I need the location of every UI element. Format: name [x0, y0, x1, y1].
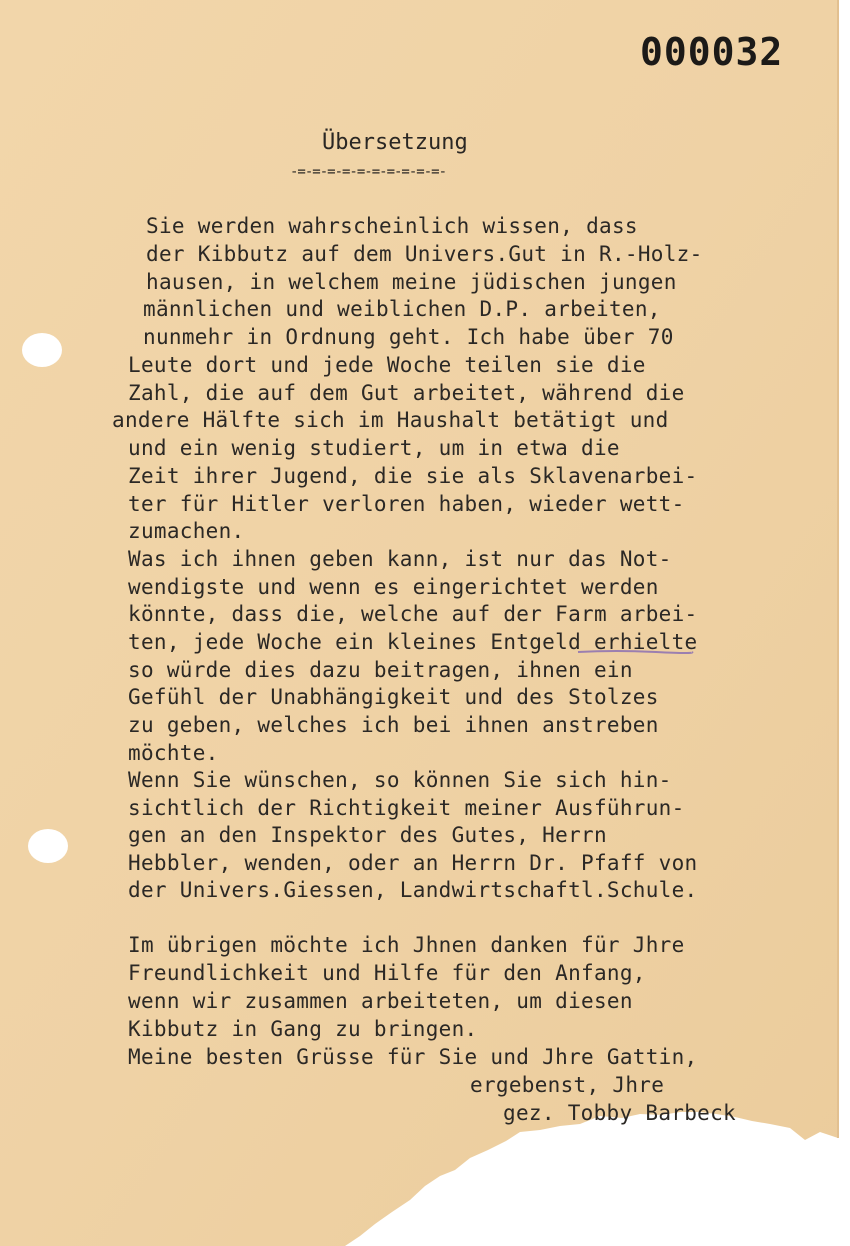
body-line: Kibbutz in Gang zu bringen.: [128, 1017, 478, 1041]
body-line: wendigste und wenn es eingerichtet werden: [128, 575, 659, 599]
body-line: ten, jede Woche ein kleines Entgeld erhielte: [128, 630, 698, 654]
punch-hole: [28, 829, 68, 863]
body-line: Sie werden wahrscheinlich wissen, dass: [146, 214, 638, 238]
signature-line: gez. Tobby Barbeck: [503, 1101, 736, 1125]
body-line: nunmehr in Ordnung geht. Ich habe über 70: [143, 325, 674, 349]
body-line: der Univers.Giessen, Landwirtschaftl.Schule.: [128, 878, 698, 902]
body-line: andere Hälfte sich im Haushalt betätigt und: [112, 408, 669, 432]
body-line: Zahl, die auf dem Gut arbeitet, während die: [128, 381, 685, 405]
body-line: Zeit ihrer Jugend, die sie als Sklavenarbei-: [128, 464, 698, 488]
body-line: Wenn Sie wünschen, so können Sie sich hin-: [128, 768, 672, 792]
body-line: Freundlichkeit und Hilfe für den Anfang,: [128, 961, 646, 985]
body-line: hausen, in welchem meine jüdischen jungen: [146, 270, 677, 294]
body-line: zu geben, welches ich bei ihnen anstreben: [128, 713, 659, 737]
closing-phrase: ergebenst, Jhre: [470, 1073, 665, 1097]
punch-hole: [22, 333, 62, 367]
body-line: Meine besten Grüsse für Sie und Jhre Gattin,: [128, 1045, 698, 1069]
body-line: Hebbler, wenden, oder an Herrn Dr. Pfaff von: [128, 851, 698, 875]
body-line: Im übrigen möchte ich Jhnen danken für Jhre: [128, 933, 685, 957]
body-line: Leute dort und jede Woche teilen sie die: [128, 353, 646, 377]
body-line: sichtlich der Richtigkeit meiner Ausführun-: [128, 796, 685, 820]
body-line: könnte, dass die, welche auf der Farm arbei-: [128, 602, 698, 626]
body-line: männlichen und weiblichen D.P. arbeiten,: [143, 297, 661, 321]
body-line: der Kibbutz auf dem Univers.Gut in R.-Holz-: [146, 242, 703, 266]
document-title: Übersetzung: [322, 130, 468, 155]
body-line: und ein wenig studiert, um in etwa die: [128, 436, 620, 460]
body-line: so würde dies dazu beitragen, ihnen ein: [128, 658, 633, 682]
body-line: ter für Hitler verloren haben, wieder wett-: [128, 492, 685, 516]
body-line: gen an den Inspektor des Gutes, Herrn: [128, 823, 607, 847]
body-line: Gefühl der Unabhängigkeit und des Stolzes: [128, 685, 659, 709]
document-number: 000032: [640, 30, 784, 74]
body-line: möchte.: [128, 741, 219, 765]
body-line: zumachen.: [128, 519, 245, 543]
title-underline: -=-=-=-=-=-=-=-=-=-=-: [290, 164, 447, 180]
body-line: wenn wir zusammen arbeiteten, um diesen: [128, 989, 633, 1013]
pen-underline-mark: [576, 650, 694, 654]
body-line: Was ich ihnen geben kann, ist nur das Not-: [128, 547, 672, 571]
